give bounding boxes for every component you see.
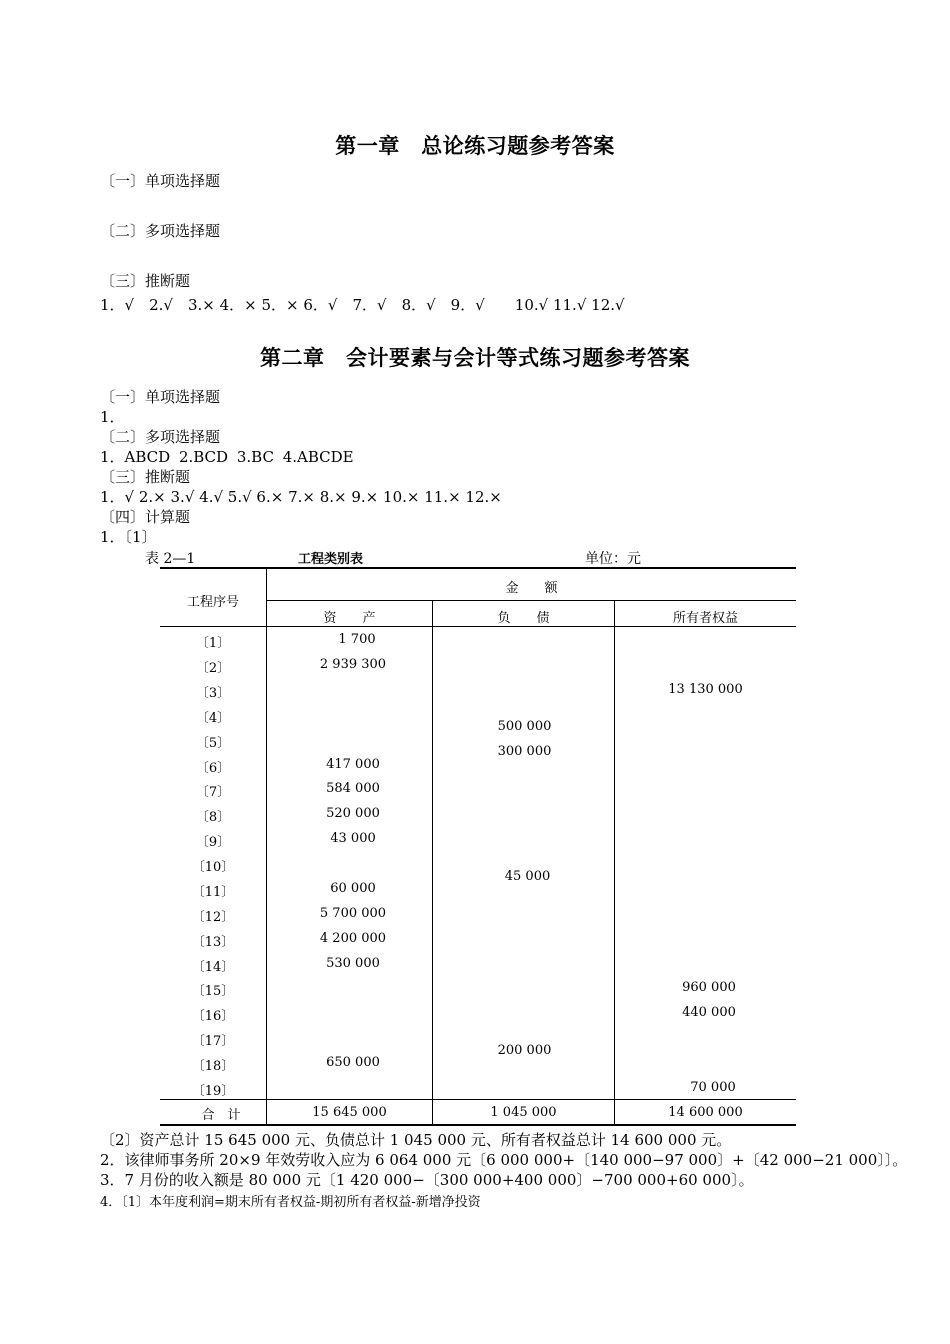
asset-value: 417 000 [326,757,380,772]
table-top-rule [160,567,796,569]
question-1-label: 1．〔1〕 [100,528,157,546]
item-category-table [160,567,796,1126]
row-label: 〔1〕 [195,636,231,651]
asset-value: 584 000 [326,781,380,796]
header-owners-equity: 所有者权益 [672,611,738,626]
equity-value: 70 000 [690,1080,736,1095]
answer-q1-part2: 〔2〕资产总计 15 645 000 元、负债总计 1 045 000 元、所有者权益总计 14 600 000 元。 [100,1131,732,1149]
ch1-judgement-answers: 1．√ 2.√ 3.× 4．× 5．× 6．√ 7．√ 8．√ 9．√ 10.√ 11.√ 12.√ [100,296,625,314]
table-total-rule [160,1099,796,1100]
asset-value: 43 000 [330,831,376,846]
asset-value: 1 700 [338,632,376,647]
table-title: 工程类别表 [298,552,364,567]
chapter1-title: 第一章 总论练习题参考答案 [335,133,615,158]
asset-value: 2 939 300 [319,657,387,672]
col-divider-1 [266,567,267,1126]
asset-value: 650 000 [326,1055,380,1070]
asset-value: 60 000 [330,881,376,896]
table-header-bottom-rule [160,626,796,627]
row-label: 〔5〕 [195,736,231,751]
equity-value: 440 000 [682,1005,736,1020]
total-label: 合 计 [201,1108,241,1123]
asset-value: 4 200 000 [319,931,387,946]
ch2-section-judgement: 〔三〕推断题 [100,468,191,486]
row-label: 〔9〕 [195,835,231,850]
table-number: 表 2—1 [145,551,196,567]
ch1-section-single-choice: 〔一〕单项选择题 [100,172,221,190]
answer-q4-part1: 4．〔1〕本年度利润=期末所有者权益-期初所有者权益-新增净投资 [100,1195,481,1210]
equity-value: 13 130 000 [668,682,743,697]
ch2-section-multi-choice: 〔二〕多项选择题 [100,428,221,446]
row-label: 〔17〕 [191,1034,235,1049]
row-label: 〔12〕 [191,910,235,925]
row-label: 〔18〕 [191,1059,235,1074]
row-label: 〔10〕 [191,860,235,875]
answer-q3: 3．7 月份的收入额是 80 000 元〔1 420 000−〔300 000+400 000〕−700 000+60 000〕。 [100,1171,754,1189]
ch2-single-choice-answers: 1． [100,408,125,426]
row-label: 〔8〕 [195,810,231,825]
header-liabilities: 负 债 [497,611,550,626]
row-label: 〔15〕 [191,984,235,999]
ch2-section-calculation: 〔四〕计算题 [100,508,191,526]
asset-value: 530 000 [326,956,380,971]
liability-value: 500 000 [497,719,552,734]
row-label: 〔13〕 [191,935,235,950]
equity-value: 960 000 [682,980,736,995]
amount-header-rule [267,600,796,601]
table-bottom-rule [160,1124,796,1126]
row-label: 〔3〕 [195,686,231,701]
row-label: 〔11〕 [191,885,235,900]
liability-value: 45 000 [504,869,551,884]
liability-value: 300 000 [497,744,552,759]
row-label: 〔16〕 [191,1009,235,1024]
ch2-judgement-answers: 1．√ 2.× 3.√ 4.√ 5.√ 6.× 7.× 8.× 9.× 10.× 11.× 12.× [100,488,502,506]
total-liabilities: 1 045 000 [490,1105,557,1120]
row-label: 〔2〕 [195,661,231,676]
ch2-section-single-choice: 〔一〕单项选择题 [100,388,221,406]
ch1-section-multi-choice: 〔二〕多项选择题 [100,222,221,240]
asset-value: 520 000 [326,806,380,821]
answer-q2: 2．该律师事务所 20×9 年效劳收入应为 6 064 000 元〔6 000 000+〔140 000−97 000〕+〔42 000−21 000〕〕。 [100,1151,908,1169]
total-assets: 15 645 000 [312,1105,387,1120]
ch1-section-judgement: 〔三〕推断题 [100,272,191,290]
header-item-number: 工程序号 [186,595,239,610]
row-label: 〔19〕 [191,1084,235,1099]
table-unit: 单位：元 [585,551,641,567]
header-amount: 金 额 [505,581,558,596]
chapter2-title: 第二章 会计要素与会计等式练习题参考答案 [260,345,690,370]
row-label: 〔6〕 [195,761,231,776]
liability-value: 200 000 [497,1043,552,1058]
header-assets: 资 产 [323,611,376,626]
row-label: 〔7〕 [195,785,231,800]
row-label: 〔4〕 [195,711,231,726]
row-label: 〔14〕 [191,960,235,975]
ch2-multi-choice-answers: 1．ABCD 2.BCD 3.BC 4.ABCDE [100,448,354,466]
asset-value: 5 700 000 [319,906,387,921]
total-equity: 14 600 000 [668,1105,743,1120]
